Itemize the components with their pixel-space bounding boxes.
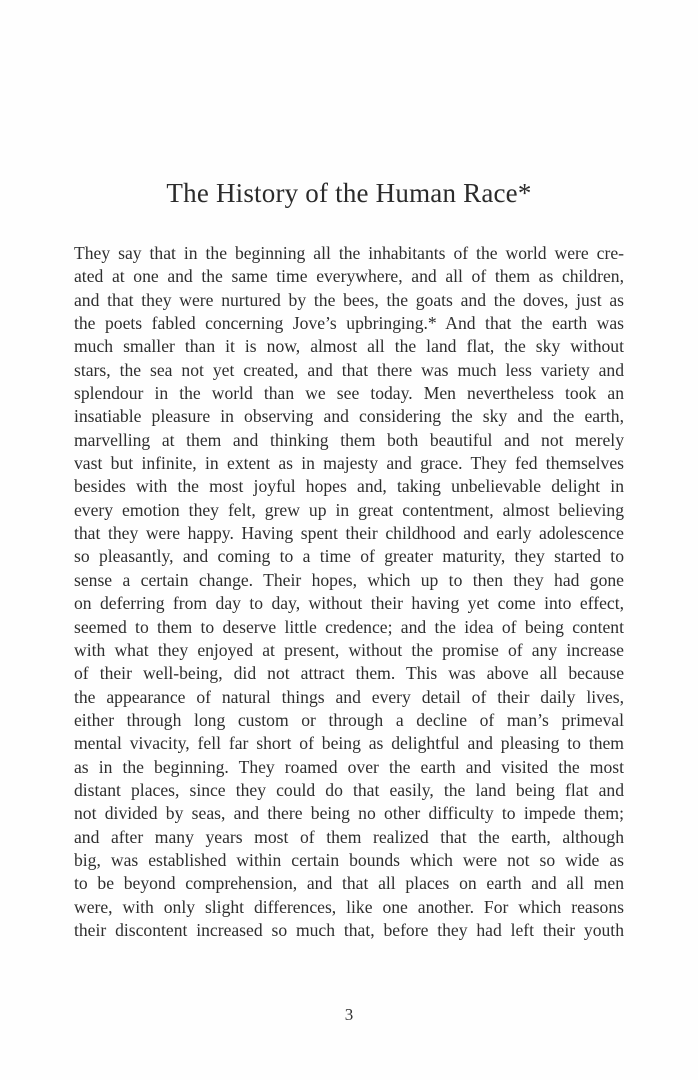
text-line: They say that in the beginning all the inhabitants of the world were cre- (74, 243, 624, 263)
text-line: mental vivacity, fell far short of being as delightful and pleasing to them (74, 733, 624, 754)
text-line: so pleasantly, and coming to a time of greater maturity, they started to (74, 546, 624, 567)
text-line: the appearance of natural things and every detail of their daily lives, (74, 686, 624, 707)
text-line: distant places, since they could do that easily, the land being flat and (74, 779, 624, 800)
text-line: and after many years most of them realized that the earth, although (74, 826, 624, 847)
text-line: to be beyond comprehension, and that all places on earth and all men (74, 873, 624, 894)
text-line: splendour in the world than we see today. Men nevertheless took an (74, 383, 624, 404)
text-line: seemed to them to deserve little credence; and the idea of being content (74, 616, 624, 637)
text-line: much smaller than it is now, almost all the land flat, the sky without (74, 336, 624, 357)
text-line: were, with only slight differences, like one another. For which reasons (74, 896, 624, 917)
page-number: 3 (344, 1005, 354, 1024)
text-line: besides with the most joyful hopes and, taking unbelievable delight in (74, 476, 624, 497)
text-line: their discontent increased so much that, before they had left their youth (74, 919, 624, 940)
body-paragraph (74, 242, 624, 942)
text-line: with what they enjoyed at present, without the promise of any increase (74, 639, 624, 660)
text-line: vast but infinite, in extent as in majesty and grace. They fed themselves (74, 453, 624, 474)
text-line: the poets fabled concerning Jove’s upbringing.* And that the earth was (74, 313, 624, 334)
text-line: either through long custom or through a decline of man’s primeval (74, 709, 624, 730)
text-line: on deferring from day to day, without their having yet come into effect, (74, 593, 624, 614)
text-line: as in the beginning. They roamed over the earth and visited the most (74, 756, 624, 777)
text-line: of their well-being, did not attract them. This was above all because (74, 663, 624, 684)
text-line: big, was established within certain bounds which were not so wide as (74, 849, 624, 870)
text-line: insatiable pleasure in observing and considering the sky and the earth, (74, 406, 624, 427)
chapter-title: The History of the Human Race* (166, 178, 532, 208)
text-line: stars, the sea not yet created, and that there was much less variety and (74, 359, 624, 380)
text-line: that they were happy. Having spent their childhood and early adolescence (74, 523, 624, 544)
text-line: ated at one and the same time everywhere, and all of them as children, (74, 266, 624, 287)
text-line: marvelling at them and thinking them both beautiful and not merely (74, 429, 624, 450)
text-line: and that they were nurtured by the bees, the goats and the doves, just as (74, 289, 624, 310)
text-line: every emotion they felt, grew up in great contentment, almost believing (74, 499, 624, 520)
text-line: sense a certain change. Their hopes, which up to then they had gone (74, 569, 624, 590)
text-line: not divided by seas, and there being no other difficulty to impede them; (74, 803, 624, 824)
